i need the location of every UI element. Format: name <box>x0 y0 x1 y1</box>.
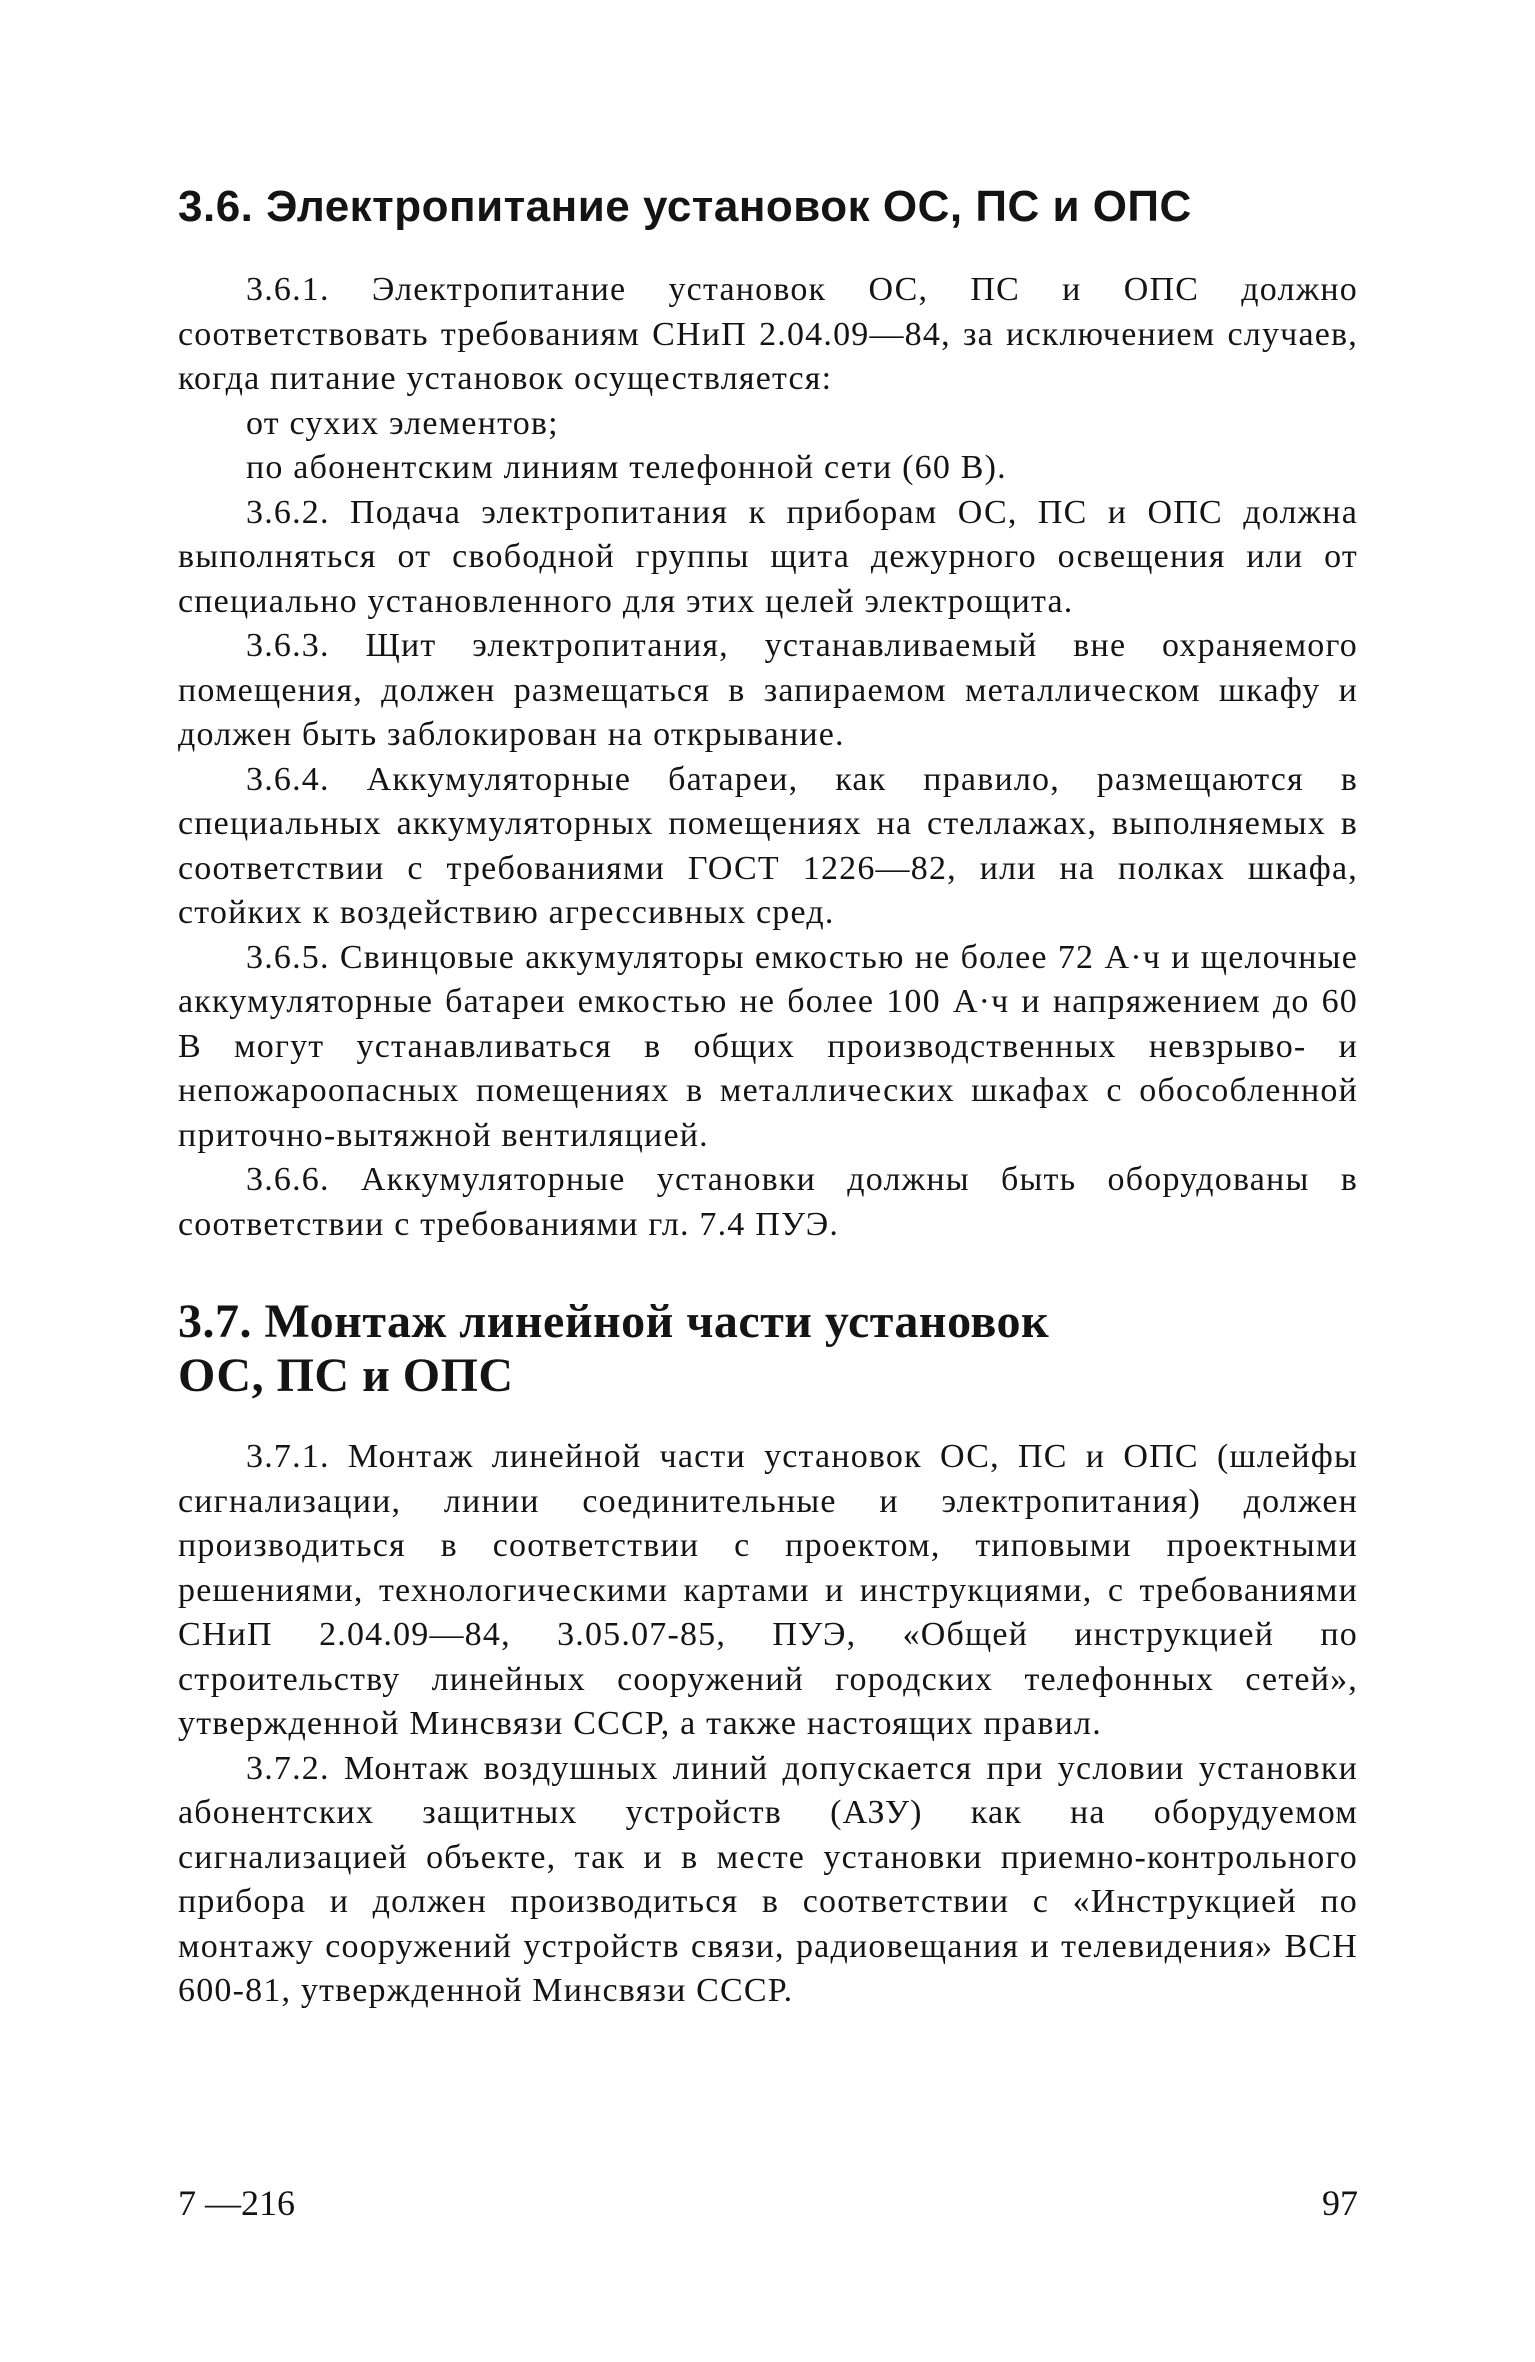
paragraph-3-6-6: 3.6.6. Аккумуляторные установки должны быть оборудованы в соответствии с требованиями гл. 7.4 ПУЭ. <box>178 1161 1358 1243</box>
section-3-7-heading-line-1: 3.7. Монтаж линейной части установок <box>178 1295 1050 1348</box>
paragraph-3-6-4: 3.6.4. Аккумуляторные батареи, как правило, размещаются в специальных аккумуляторных помещениях на стеллажах, выполняемых в соответствии с требованиями ГОСТ 1226—82, или на полках шкафа, стойких к воздействию агрессивных сред. <box>178 760 1358 931</box>
page-footer <box>178 2178 1358 2228</box>
paragraph-3-7-1: 3.7.1. Монтаж линейной части установок ОС, ПС и ОПС (шлейфы сигнализации, линии соединительные и электропитания) должен производиться в соответствии с проектом, типовыми проектными решениями, технологическими картами и инструкциями, с требованиями СНиП 2.04.09—84, 3.05.07-85, ПУЭ, «Общей инструкцией по строительству линейных сооружений городских телефонных сетей», утвержденной Минсвязи СССР, а также настоящих правил. <box>178 1438 1358 1742</box>
paragraph-3-6-1-item-2: по абонентским линиям телефонной сети (60 В). <box>246 449 1007 486</box>
paragraph-3-6-1: 3.6.1. Электропитание установок ОС, ПС и ОПС должно соответствовать требованиям СНиП 2.04.09—84, за исключением случаев, когда питание установок осуществляется: <box>178 271 1358 397</box>
paragraph-3-7-2: 3.7.2. Монтаж воздушных линий допускается при условии установки абонентских защитных устройств (АЗУ) как на оборудуемом сигнализацией объекте, так и в месте установки приемно-контрольного прибора и должен производиться в соответствии с «Инструкцией по монтажу сооружений устройств связи, радиовещания и телевидения» ВСН 600-81, утвержденной Минсвязи СССР. <box>178 1749 1358 2009</box>
printing-signature: 7 —216 <box>178 2183 295 2223</box>
page-number: 97 <box>1322 2183 1358 2223</box>
section-3-7-heading <box>178 1295 1358 1403</box>
paragraph-3-6-1-item-1: от сухих элементов; <box>246 404 559 442</box>
paragraph-3-6-5: 3.6.5. Свинцовые аккумуляторы емкостью не более 72 А·ч и щелочные аккумуляторные батареи емкостью не более 100 А·ч и напряжением до 60 В могут устанавливаться в общих производственных невзрыво- и непожароопасных помещениях в металлических шкафах с обособленной приточно-вытяжной вентиляцией. <box>178 938 1358 1154</box>
paragraph-3-6-3: 3.6.3. Щит электропитания, устанавливаемый вне охраняемого помещения, должен размещаться в запираемом металлическом шкафу и должен быть заблокирован на открывание. <box>178 627 1358 753</box>
document-page <box>178 180 1358 2014</box>
section-3-7-heading-line-2: ОС, ПС и ОПС <box>178 1349 514 1402</box>
section-3-6-heading: 3.6. Электропитание установок ОС, ПС и ОПС <box>178 182 1192 231</box>
paragraph-3-6-2: 3.6.2. Подача электропитания к приборам ОС, ПС и ОПС должна выполняться от свободной группы щита дежурного освещения или от специально установленного для этих целей электрощита. <box>178 493 1358 620</box>
